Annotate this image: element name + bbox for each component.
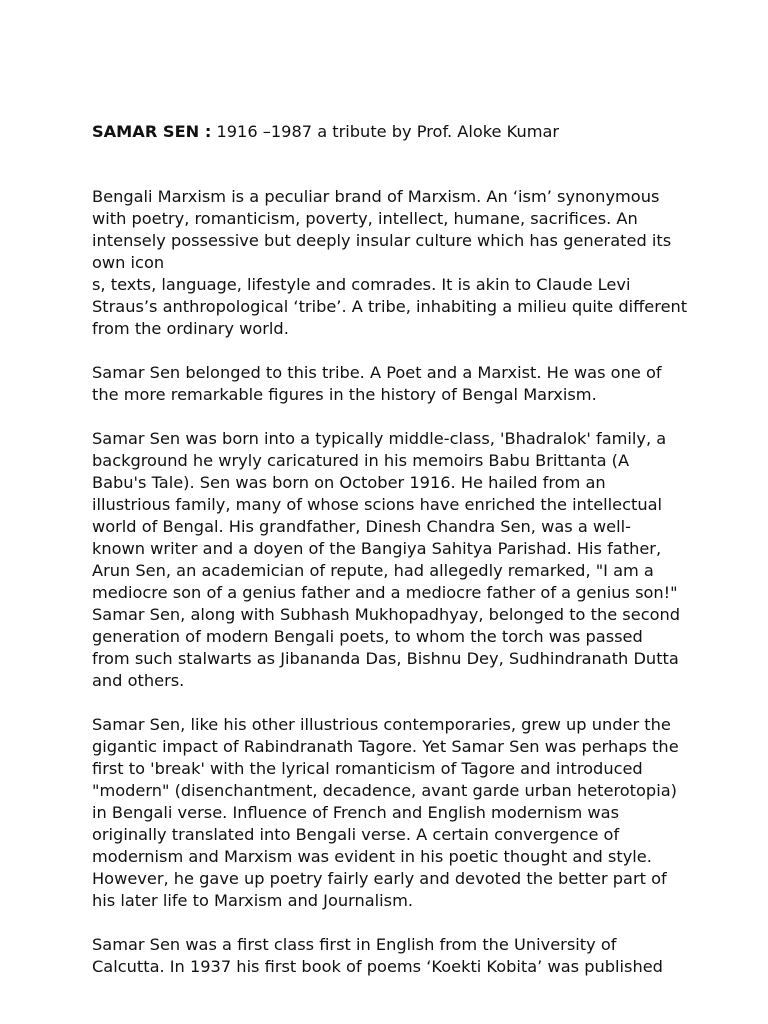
paragraph-line: and others. [92, 671, 185, 690]
paragraph-line: generation of modern Bengali poets, to whom the torch was passed [92, 627, 643, 646]
paragraph-line: own icon [92, 253, 165, 272]
paragraph-line: the more remarkable figures in the history of Bengal Marxism. [92, 385, 597, 404]
paragraph-line: his later life to Marxism and Journalism. [92, 891, 414, 910]
paragraph-line: gigantic impact of Rabindranath Tagore. Yet Samar Sen was perhaps the [92, 737, 679, 756]
paragraph-line: known writer and a doyen of the Bangiya Sahitya Parishad. His father, [92, 539, 662, 558]
paragraph-line: Samar Sen, along with Subhash Mukhopadhyay, belonged to the second [92, 605, 681, 624]
paragraph-line: Straus’s anthropological ‘tribe’. A tribe, inhabiting a milieu quite different [92, 297, 688, 316]
paragraph-line: However, he gave up poetry fairly early and devoted the better part of [92, 869, 667, 888]
document-title [92, 121, 692, 143]
paragraph-line: originally translated into Bengali verse. A certain convergence of [92, 825, 620, 844]
paragraph-line: Samar Sen, like his other illustrious contemporaries, grew up under the [92, 715, 671, 734]
paragraph-4 [92, 714, 692, 912]
paragraph-line: Samar Sen belonged to this tribe. A Poet and a Marxist. He was one of [92, 363, 662, 382]
paragraph-line: world of Bengal. His grandfather, Dinesh Chandra Sen, was a well- [92, 517, 631, 536]
paragraph-line: background he wryly caricatured in his memoirs Babu Brittanta (A [92, 451, 630, 470]
paragraph-line: in Bengali verse. Influence of French and English modernism was [92, 803, 620, 822]
paragraph-line: first to 'break' with the lyrical romanticism of Tagore and introduced [92, 759, 643, 778]
paragraph-line: illustrious family, many of whose scions have enriched the intellectual [92, 495, 663, 514]
paragraph-line: Bengali Marxism is a peculiar brand of Marxism. An ‘ism’ synonymous [92, 187, 660, 206]
document-body [92, 121, 692, 1000]
paragraph-line: from such stalwarts as Jibananda Das, Bishnu Dey, Sudhindranath Dutta [92, 649, 679, 668]
paragraph-5 [92, 934, 692, 978]
paragraph-3 [92, 428, 692, 692]
paragraph-line: with poetry, romanticism, poverty, intellect, humane, sacrifices. An [92, 209, 638, 228]
paragraph-line: "modern" (disenchantment, decadence, avant garde urban heterotopia) [92, 781, 677, 800]
paragraph-line: Arun Sen, an academician of repute, had allegedly remarked, "I am a [92, 561, 654, 580]
paragraph-line: modernism and Marxism was evident in his poetic thought and style. [92, 847, 652, 866]
paragraph-line: intensely possessive but deeply insular culture which has generated its [92, 231, 672, 250]
paragraph-1 [92, 186, 692, 340]
title-name: SAMAR SEN : [92, 122, 212, 141]
paragraph-line: from the ordinary world. [92, 319, 289, 338]
paragraph-line: Samar Sen was a first class first in English from the University of [92, 935, 617, 954]
paragraph-line: Babu's Tale). Sen was born on October 1916. He hailed from an [92, 473, 606, 492]
paragraph-line: mediocre son of a genius father and a mediocre father of a genius son!" [92, 583, 678, 602]
paragraph-line: s, texts, language, lifestyle and comrades. It is akin to Claude Levi [92, 275, 631, 294]
paragraph-line: Calcutta. In 1937 his first book of poems ‘Koekti Kobita’ was published [92, 957, 663, 976]
title-subtitle: 1916 –1987 a tribute by Prof. Aloke Kumar [211, 122, 560, 141]
paragraph-line: Samar Sen was born into a typically middle-class, 'Bhadralok' family, a [92, 429, 667, 448]
paragraph-2 [92, 362, 692, 406]
